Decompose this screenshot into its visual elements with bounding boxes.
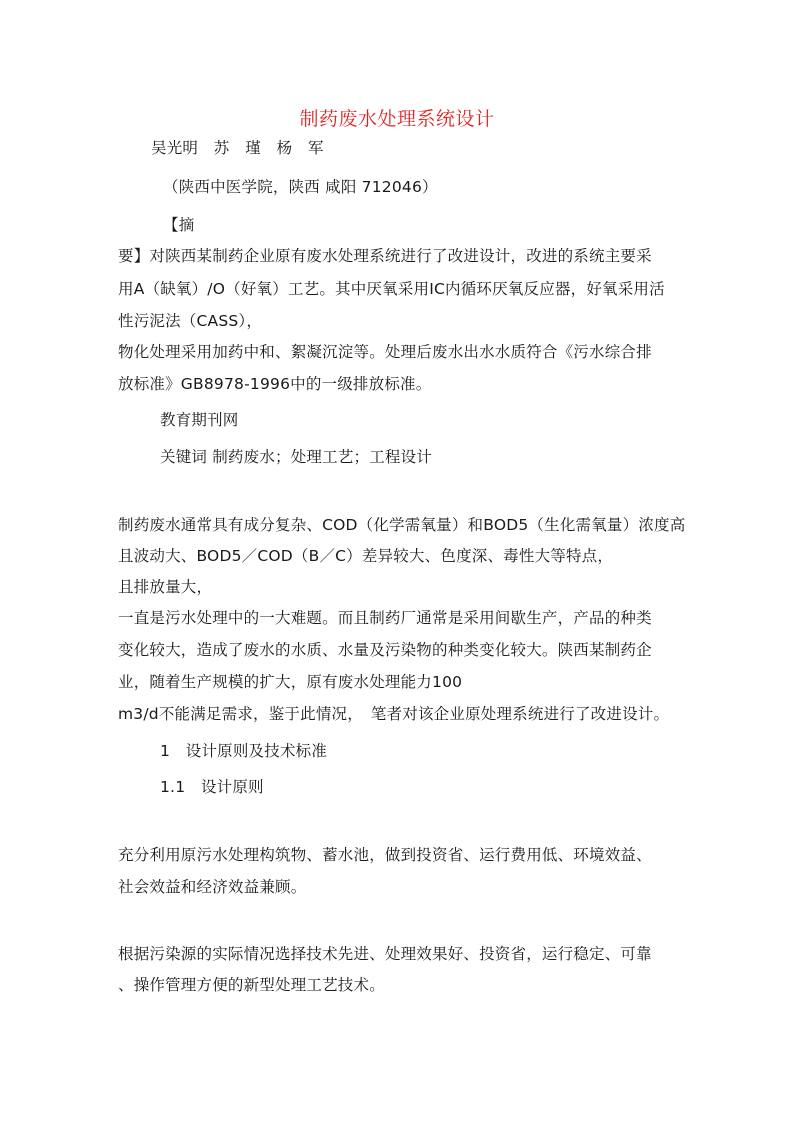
abstract-line: 用A（缺氧）/O（好氧）工艺。其中厌氧采用IC内循环厌氧反应器，好氧采用活 (118, 280, 665, 298)
abstract-line: 性污泥法（CASS）， (118, 312, 263, 330)
intro-line: m3/d不能满足需求，鉴于此情况， 笔者对该企业原处理系统进行了改进设计。 (118, 705, 670, 723)
subsection-heading: 1.1 设计原则 (160, 778, 264, 796)
intro-line: 一直是污水处理中的一大难题。而且制药厂通常是采用间歇生产，产品的种类 (118, 609, 652, 627)
keywords: 关键词 制药废水；处理工艺；工程设计 (160, 448, 433, 466)
paragraph-line: 充分利用原污水处理构筑物、蓄水池，做到投资省、运行费用低、环境效益、 (118, 846, 652, 864)
abstract-line: 放标准》GB8978-1996中的一级排放标准。 (118, 375, 432, 393)
intro-line: 变化较大，造成了废水的水质、水量及污染物的种类变化较大。陕西某制药企 (118, 641, 652, 659)
abstract-line: 物化处理采用加药中和、絮凝沉淀等。处理后废水出水水质符合《污水综合排 (118, 343, 652, 361)
authors: 吴光明 苏 瑾 杨 军 (151, 139, 324, 157)
affiliation: （陕西中医学院，陕西 咸阳 712046） (163, 178, 438, 196)
abstract-line: 要】对陕西某制药企业原有废水处理系统进行了改进设计，改进的系统主要采 (118, 247, 652, 265)
abstract-heading: 【摘 (163, 216, 195, 234)
paragraph-line: 社会效益和经济效益兼顾。 (118, 878, 307, 896)
intro-line: 且波动大、BOD5／COD（B／C）差异较大、色度深、毒性大等特点， (118, 547, 614, 565)
intro-line: 业，随着生产规模的扩大，原有废水处理能力100 (118, 673, 463, 691)
paragraph-line: 、操作管理方便的新型处理工艺技术。 (118, 976, 385, 994)
intro-line: 制药废水通常具有成分复杂、COD（化学需氧量）和BOD5（生化需氧量）浓度高 (118, 516, 686, 534)
section-heading: 1 设计原则及技术标准 (160, 742, 328, 760)
document-title: 制药废水处理系统设计 (299, 108, 495, 130)
paragraph-line: 根据污染源的实际情况选择技术先进、处理效果好、投资省，运行稳定、可靠 (118, 945, 652, 963)
intro-line: 且排放量大， (118, 578, 213, 596)
source-label: 教育期刊网 (160, 411, 239, 429)
